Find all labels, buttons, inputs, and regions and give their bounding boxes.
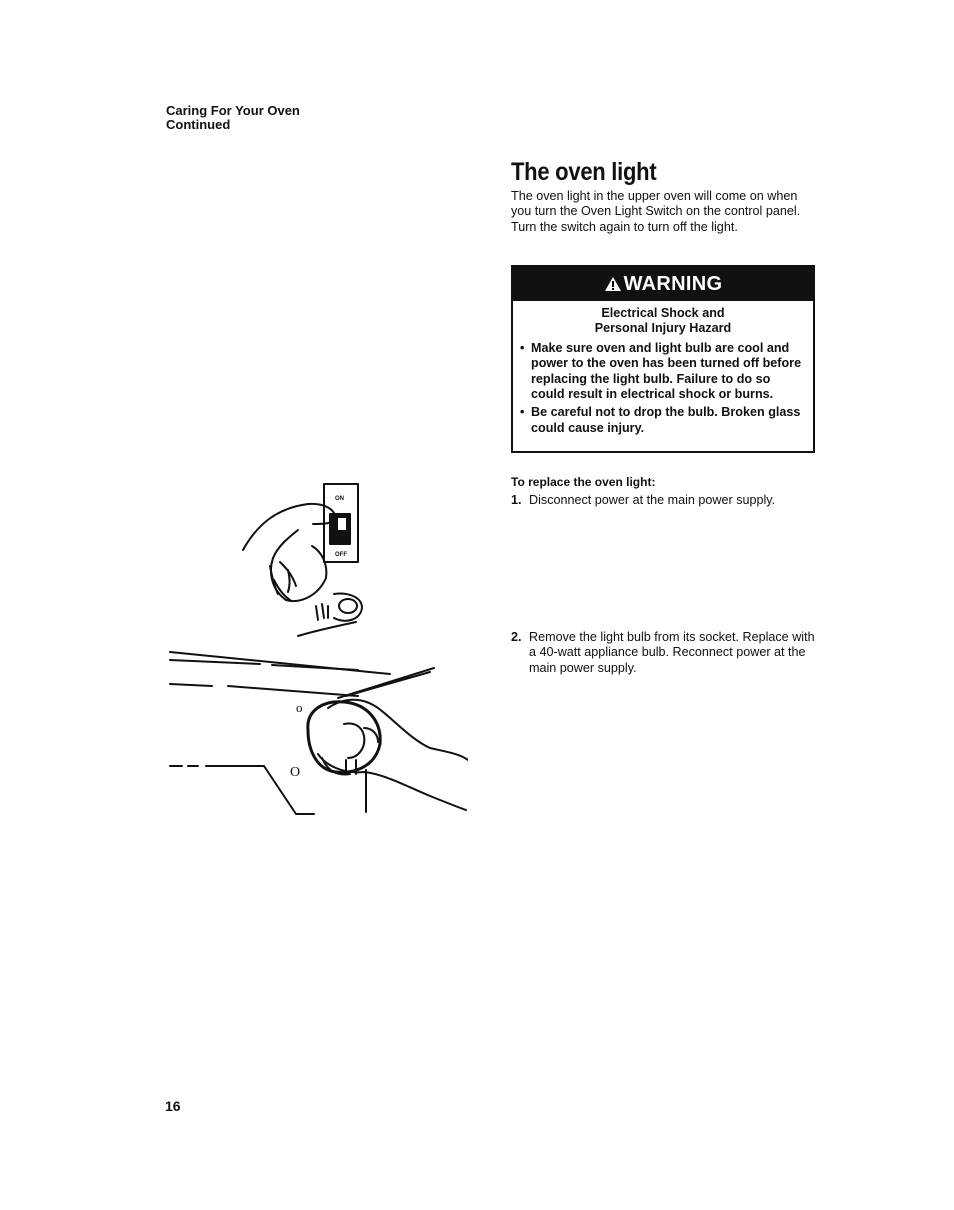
instructions-heading: To replace the oven light: — [511, 475, 656, 489]
bullet-dot: • — [520, 405, 525, 420]
step-number: 2. — [511, 630, 522, 644]
pointing-finger — [243, 504, 336, 550]
warning-box — [511, 265, 815, 453]
step-number: 1. — [511, 493, 522, 507]
hand — [328, 700, 468, 760]
dial-mark-bottom: O — [290, 765, 301, 780]
warning-banner — [513, 267, 813, 301]
header-continued: Continued — [166, 117, 231, 132]
bullet-dot: • — [520, 340, 525, 355]
section-title: The oven light — [511, 158, 657, 186]
header-title: Caring For Your Oven — [166, 103, 300, 118]
step-1 — [511, 493, 821, 508]
intro-paragraph: The oven light in the upper oven will come on when you turn the Oven Light Switch on the control panel. Turn the switch again to turn off the light. — [511, 189, 801, 234]
step-2 — [511, 630, 821, 676]
warning-bullet-text: Make sure oven and light bulb are cool and power to the oven has been turned off before replacing the light bulb. Failure to do so could result in electrical shock or burns. — [531, 340, 802, 402]
bulb-cover-ring — [308, 702, 380, 773]
warning-bullet-text: Be careful not to drop the bulb. Broken glass could cause injury. — [531, 405, 801, 435]
hazard-line-1: Electrical Shock and — [601, 306, 725, 320]
warning-bullets — [513, 341, 813, 436]
warning-triangle-icon — [604, 276, 622, 292]
bulb-removal-illustration — [168, 648, 468, 818]
hazard-title — [513, 306, 813, 337]
dial-mark-top: o — [296, 700, 303, 715]
warning-bullet — [519, 341, 805, 403]
step-text: Disconnect power at the main power supply. — [529, 493, 776, 507]
warning-label: WARNING — [623, 272, 723, 295]
running-header — [166, 104, 300, 132]
step-text: Remove the light bulb from its socket. Replace with a 40-watt appliance bulb. Reconnect power at the main power supply. — [529, 630, 815, 675]
switch-on-label: ON — [335, 496, 344, 502]
page-number: 16 — [165, 1098, 181, 1114]
hazard-line-2: Personal Injury Hazard — [594, 321, 732, 336]
switch-off-label: OFF — [335, 552, 347, 558]
light-switch-illustration — [238, 478, 368, 640]
warning-bullet — [519, 405, 805, 436]
